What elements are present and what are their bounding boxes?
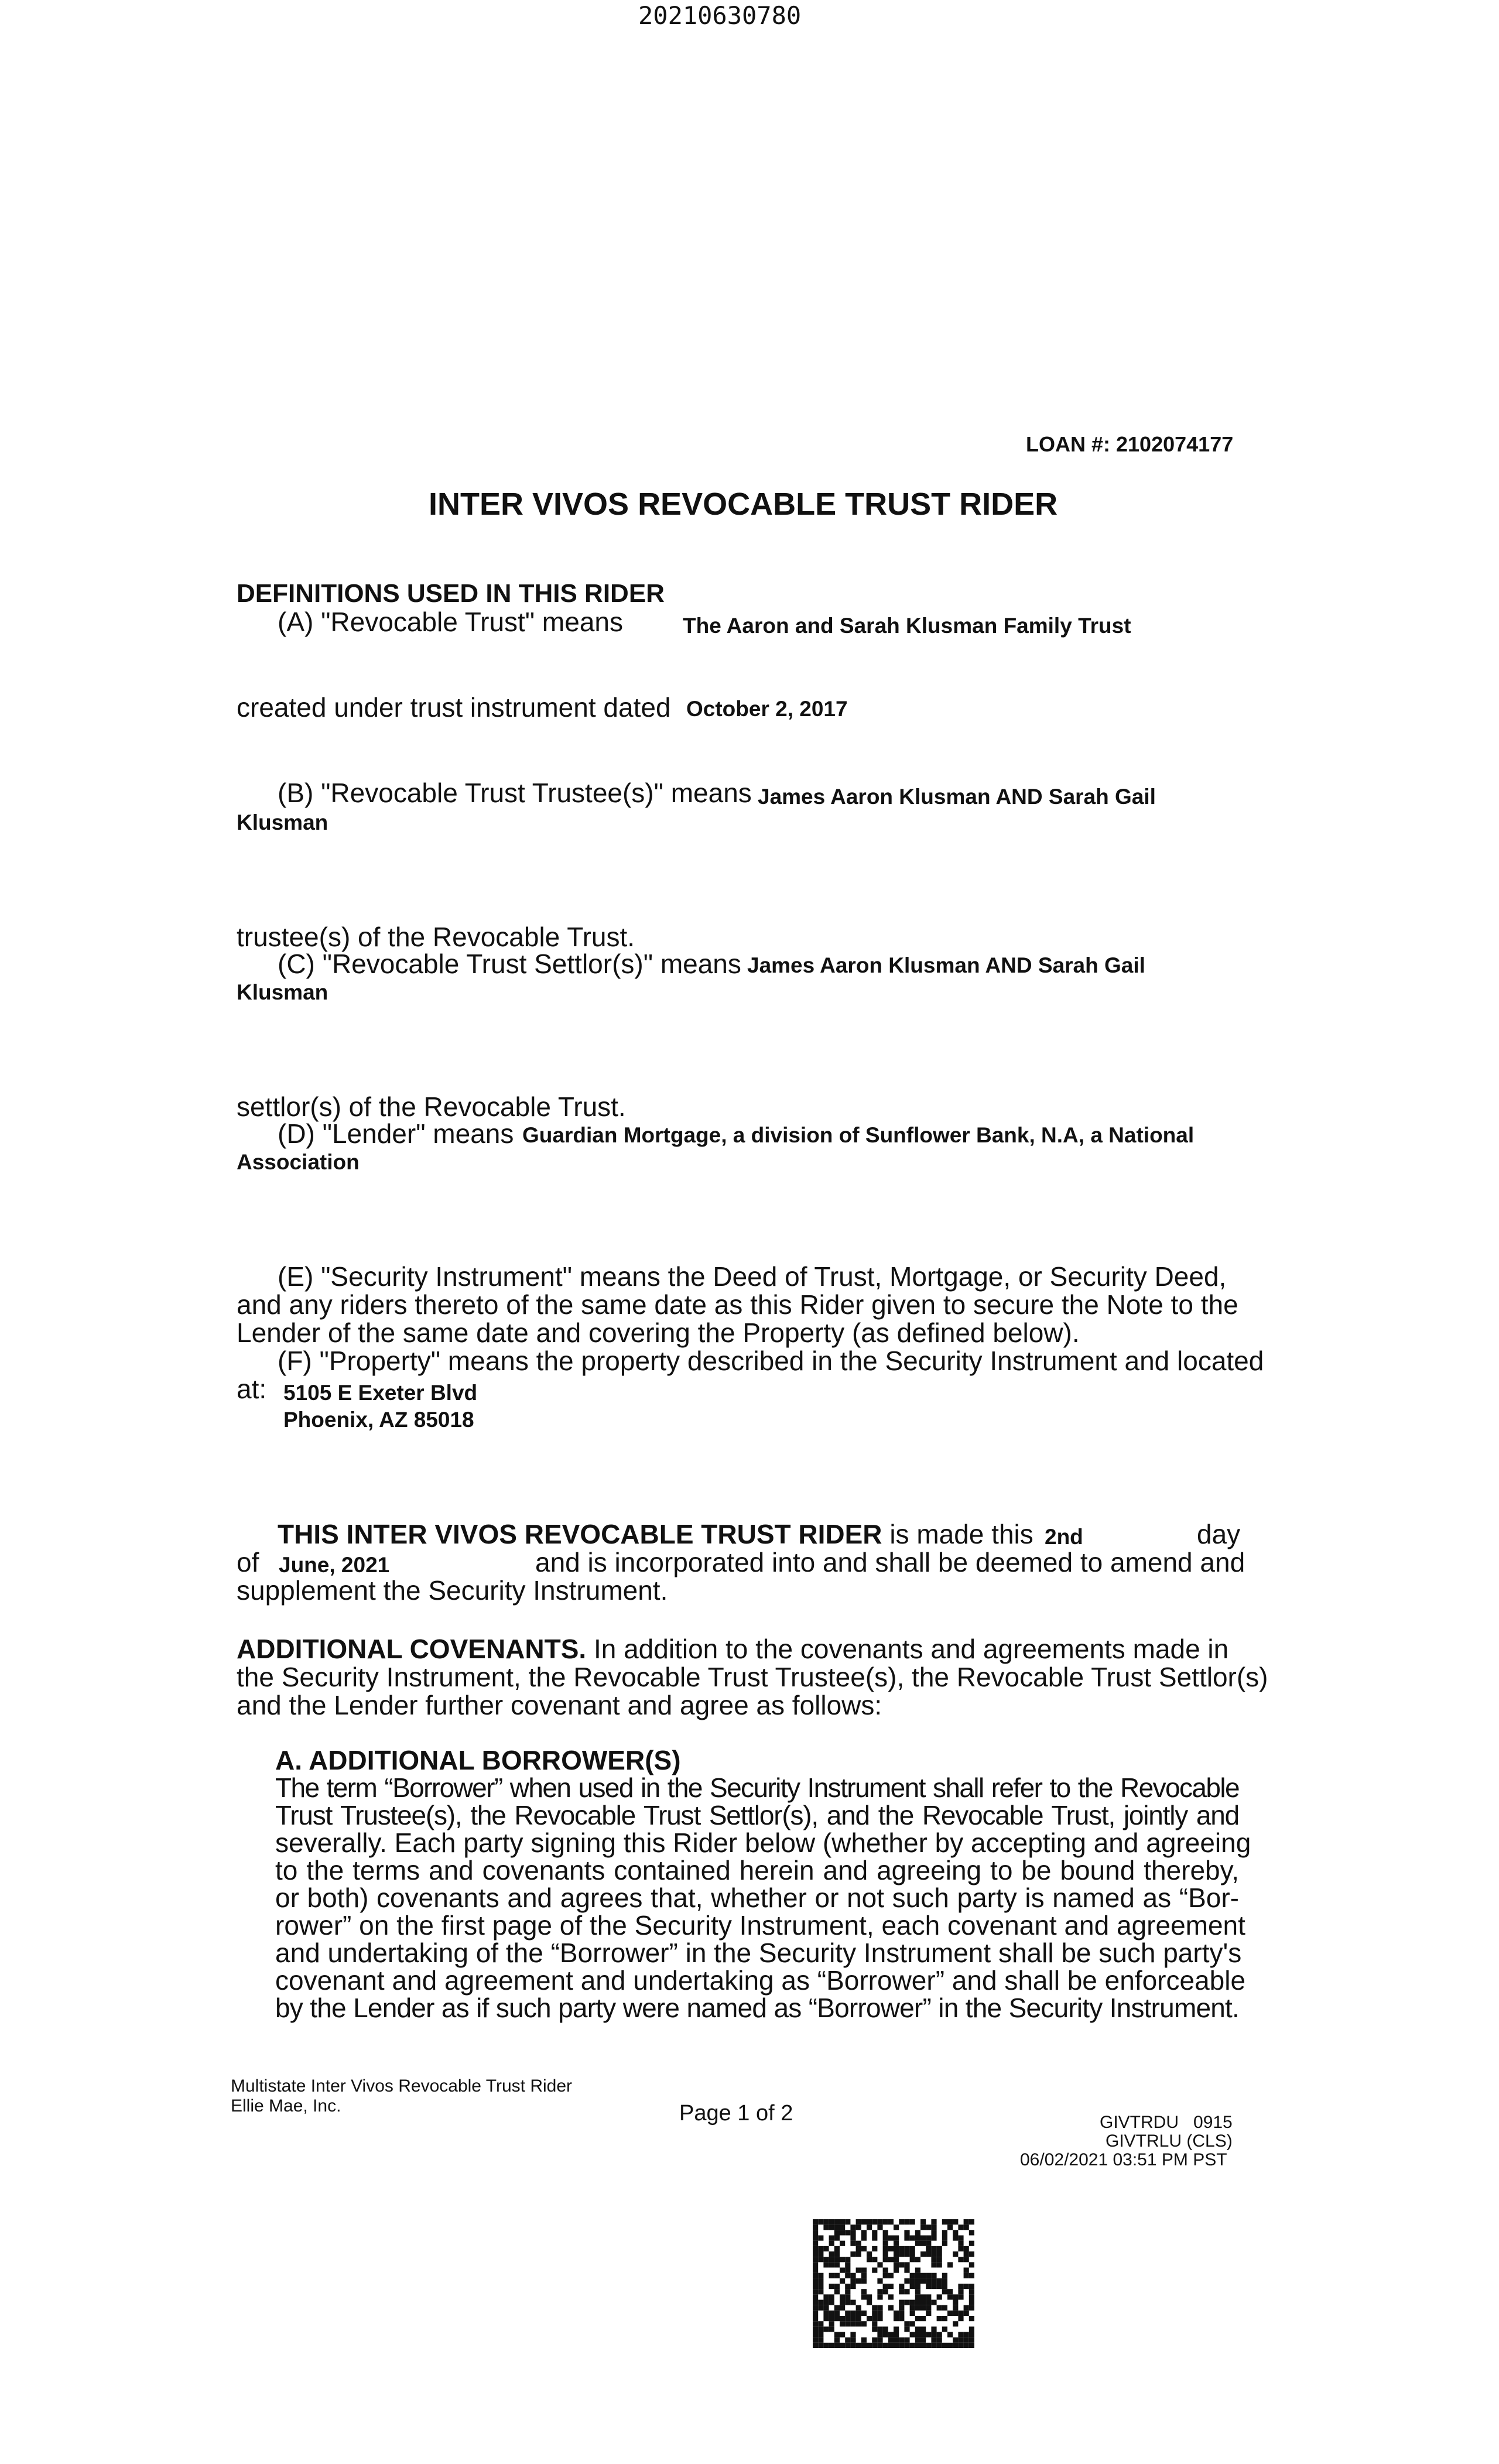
barcode-icon: [813, 2219, 974, 2348]
additional-covenants-line3: and the Lender further covenant and agree as follows:: [237, 1690, 882, 1720]
definition-f-at: at:: [237, 1374, 267, 1404]
loan-number-label: LOAN #:: [1026, 432, 1110, 456]
definition-b-value-line2: Klusman: [237, 810, 328, 834]
section-a-line: Trust Trustee(s), the Revocable Trust Settlor(s), and the Revocable Trust, jointly and: [275, 1800, 1239, 1830]
section-a-line: and undertaking of the “Borrower” in the Security Instrument shall be such party's: [275, 1938, 1242, 1968]
footer-form-code-1: GIVTRDU 0915: [1100, 2113, 1233, 2132]
definition-b-suffix: trustee(s) of the Revocable Trust.: [237, 922, 635, 952]
of-word: of: [237, 1547, 259, 1577]
section-a-line: rower” on the first page of the Security Instrument, each covenant and agreement: [275, 1910, 1245, 1941]
loan-number-value: 2102074177: [1116, 432, 1234, 456]
additional-covenants-line2: the Security Instrument, the Revocable Trust Trustee(s), the Revocable Trust Settlor(s): [237, 1662, 1268, 1692]
definition-d-value-line2: Association: [237, 1150, 360, 1174]
definition-e-line3: Lender of the same date and covering the Property (as defined below).: [237, 1317, 1080, 1348]
section-a-line: covenant and agreement and undertaking as “Borrower” and shall be enforceable: [275, 1965, 1246, 1996]
section-a-line: or both) covenants and agrees that, whether or not such party is named as “Bor-: [275, 1883, 1239, 1913]
is-made-this-text: is made this: [889, 1519, 1033, 1549]
footer-page-number: Page 1 of 2: [679, 2101, 793, 2126]
section-a-line: by the Lender as if such party were named as “Borrower” in the Security Instrument.: [275, 1993, 1239, 2023]
made-this-line3: supplement the Security Instrument.: [237, 1575, 668, 1606]
footer-timestamp: 06/02/2021 03:51 PM PST: [1020, 2150, 1227, 2169]
document-title: INTER VIVOS REVOCABLE TRUST RIDER: [429, 487, 1058, 522]
definition-b-label: (B) "Revocable Trust Trustee(s)" means: [278, 778, 752, 808]
rider-name-bold: THIS INTER VIVOS REVOCABLE TRUST RIDER: [278, 1519, 882, 1549]
recording-number: 20210630780: [638, 1, 802, 30]
section-a-body: [275, 1772, 1251, 2023]
section-a-line: to the terms and covenants contained herein and agreeing to be bound thereby,: [275, 1855, 1239, 1885]
section-a-heading: A. ADDITIONAL BORROWER(S): [275, 1745, 681, 1775]
definition-e-line1: (E) "Security Instrument" means the Deed of Trust, Mortgage, or Security Deed,: [278, 1261, 1227, 1292]
definition-c-value-line1: James Aaron Klusman AND Sarah Gail: [747, 953, 1145, 977]
definition-a-label: (A) "Revocable Trust" means: [278, 607, 623, 637]
definition-c-suffix: settlor(s) of the Revocable Trust.: [237, 1091, 626, 1122]
day-value: 2nd: [1045, 1525, 1083, 1549]
definition-c-value-line2: Klusman: [237, 980, 328, 1004]
additional-covenants-intro: In addition to the covenants and agreements made in: [593, 1634, 1229, 1664]
definition-d-value-line1: Guardian Mortgage, a division of Sunflower Bank, N.A, a National: [522, 1123, 1195, 1147]
made-this-line2-rest: and is incorporated into and shall be deemed to amend and: [535, 1547, 1245, 1577]
section-a-line: severally. Each party signing this Rider below (whether by accepting and agreeing: [275, 1828, 1251, 1858]
month-value: June, 2021: [279, 1553, 390, 1577]
definition-e-line2: and any riders thereto of the same date as this Rider given to secure the Note to the: [237, 1289, 1238, 1320]
footer-form-name: Multistate Inter Vivos Revocable Trust Rider: [231, 2076, 573, 2096]
created-date-value: October 2, 2017: [686, 697, 848, 721]
section-a-line: The term “Borrower” when used in the Security Instrument shall refer to the Revocable: [275, 1772, 1239, 1803]
additional-covenants-heading: ADDITIONAL COVENANTS.: [237, 1634, 587, 1664]
made-this-line1: [278, 1519, 1033, 1549]
definition-f-line1: (F) "Property" means the property described in the Security Instrument and located: [278, 1346, 1264, 1376]
additional-covenants-line1: [237, 1634, 1228, 1664]
definition-a-value: The Aaron and Sarah Klusman Family Trust: [683, 614, 1131, 638]
footer-company: Ellie Mae, Inc.: [231, 2096, 341, 2116]
footer-form-code-2: GIVTRLU (CLS): [1106, 2131, 1233, 2151]
day-word: day: [1197, 1519, 1241, 1549]
definition-b-value-line1: James Aaron Klusman AND Sarah Gail: [758, 785, 1156, 809]
created-date-label: created under trust instrument dated: [237, 692, 671, 723]
definition-c-label: (C) "Revocable Trust Settlor(s)" means: [278, 949, 741, 979]
definitions-heading: DEFINITIONS USED IN THIS RIDER: [237, 579, 665, 608]
property-address-line1: 5105 E Exeter Blvd: [283, 1381, 478, 1405]
definition-d-label: (D) "Lender" means: [278, 1118, 514, 1149]
loan-number: [1026, 432, 1233, 457]
property-address-line2: Phoenix, AZ 85018: [283, 1408, 474, 1432]
